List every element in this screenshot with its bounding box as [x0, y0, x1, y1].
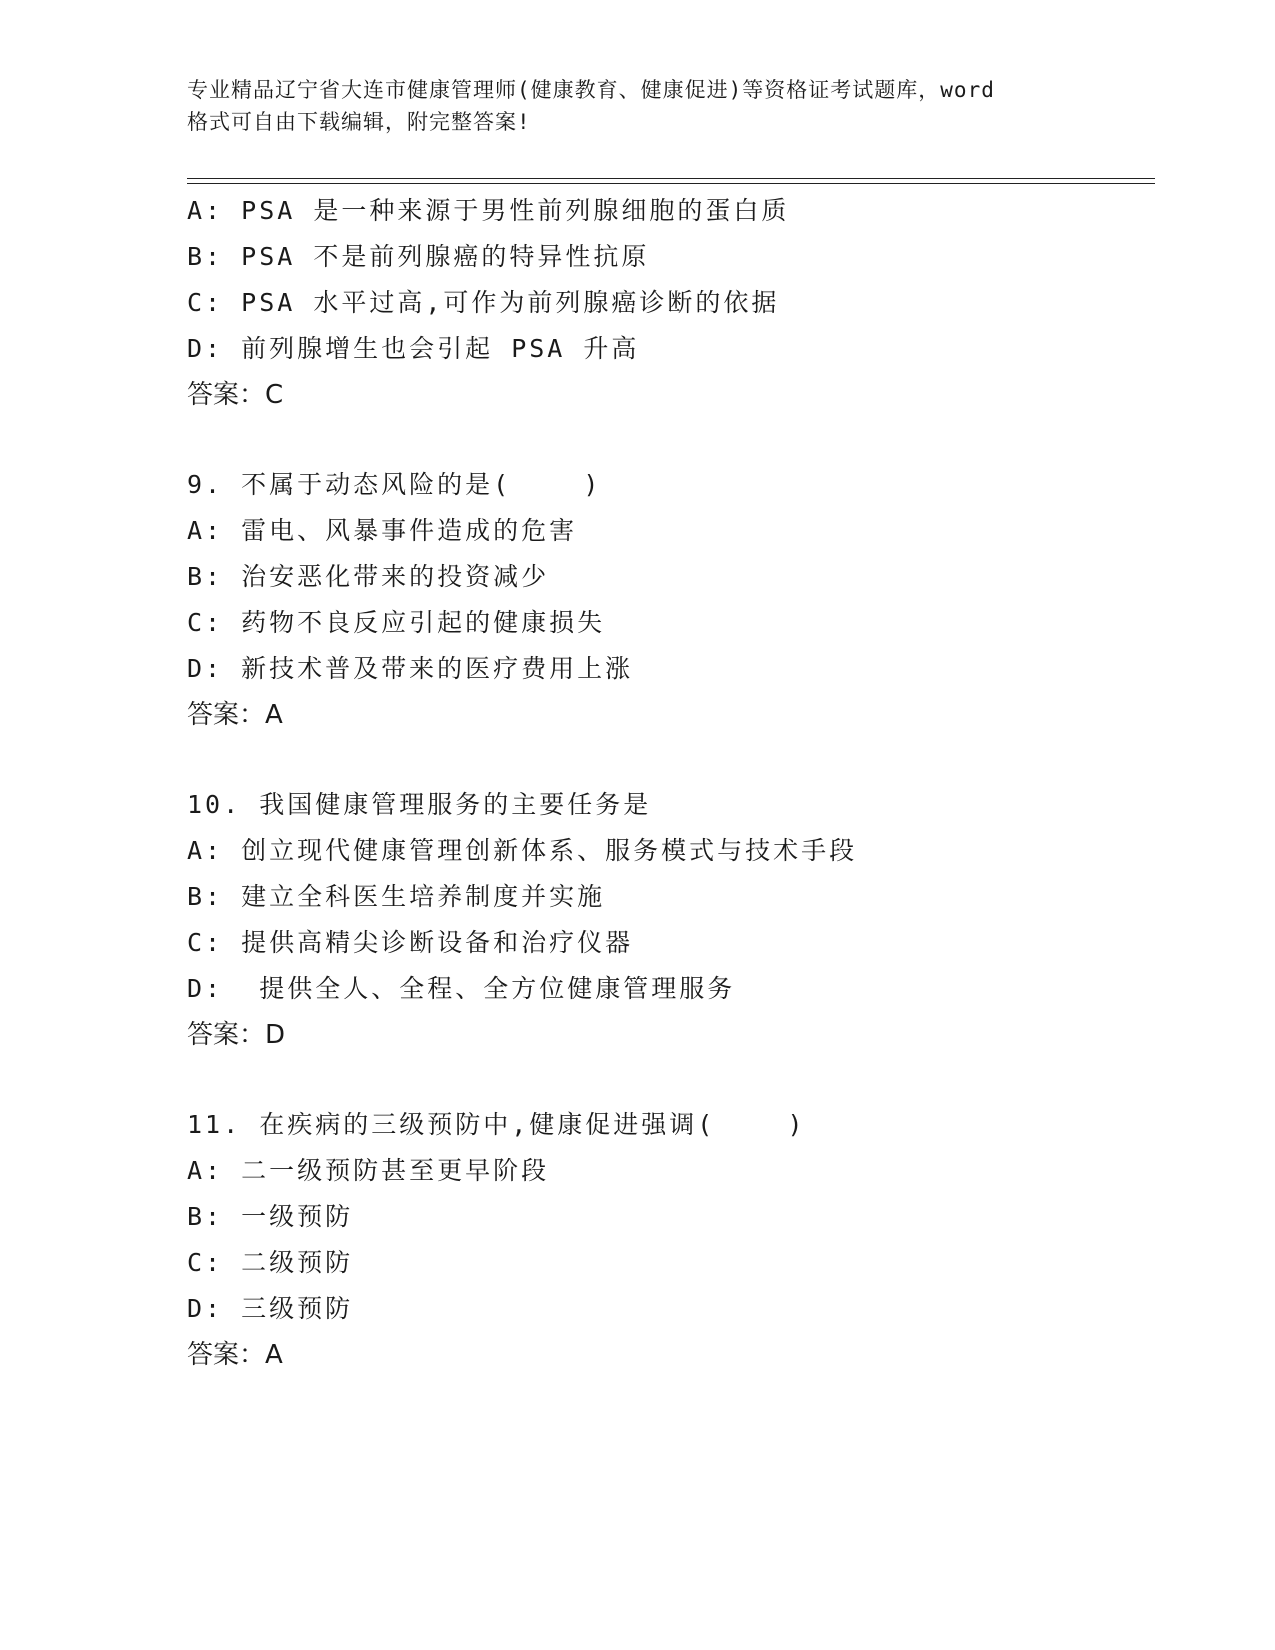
question-text: 11. 在疾病的三级预防中,健康促进强调( ): [187, 1110, 806, 1139]
header-line-1: 专业精品辽宁省大连市健康管理师(健康教育、健康促进)等资格证考试题库，word: [187, 78, 995, 102]
question-block-11: [187, 1102, 1147, 1378]
option-b: B: 治安恶化带来的投资减少: [187, 562, 550, 591]
question-text: 9. 不属于动态风险的是( ): [187, 470, 602, 499]
option-b: B: PSA 不是前列腺癌的特异性抗原: [187, 242, 650, 271]
option-c: C: PSA 水平过高,可作为前列腺癌诊断的依据: [187, 288, 780, 317]
question-block-8: [187, 188, 1147, 418]
option-c: C: 二级预防: [187, 1248, 354, 1277]
option-c: C: 药物不良反应引起的健康损失: [187, 608, 606, 637]
header-divider-top: [187, 178, 1155, 179]
question-block-9: [187, 462, 1147, 738]
header-divider-bottom: [187, 183, 1155, 184]
question-list: [187, 188, 1147, 1378]
option-b: B: 一级预防: [187, 1202, 354, 1231]
answer-label: 答案：D: [187, 1020, 286, 1050]
question-block-10: [187, 782, 1147, 1058]
option-d: D: 新技术普及带来的医疗费用上涨: [187, 654, 634, 683]
question-text: 10. 我国健康管理服务的主要任务是: [187, 790, 652, 819]
option-b: B: 建立全科医生培养制度并实施: [187, 882, 606, 911]
option-a: A: 创立现代健康管理创新体系、服务模式与技术手段: [187, 836, 858, 865]
option-d: D: 提供全人、全程、全方位健康管理服务: [187, 974, 736, 1003]
answer-label: 答案：A: [187, 1340, 283, 1370]
header-line-2: 格式可自由下载编辑，附完整答案!: [187, 110, 531, 134]
option-a: A: 雷电、风暴事件造成的危害: [187, 516, 578, 545]
document-header: [187, 74, 1087, 138]
option-d: D: 前列腺增生也会引起 PSA 升高: [187, 334, 640, 363]
option-d: D: 三级预防: [187, 1294, 354, 1323]
option-a: A: 二一级预防甚至更早阶段: [187, 1156, 550, 1185]
option-c: C: 提供高精尖诊断设备和治疗仪器: [187, 928, 634, 957]
answer-label: 答案：A: [187, 700, 283, 730]
option-a: A: PSA 是一种来源于男性前列腺细胞的蛋白质: [187, 196, 790, 225]
answer-label: 答案：C: [187, 380, 284, 410]
